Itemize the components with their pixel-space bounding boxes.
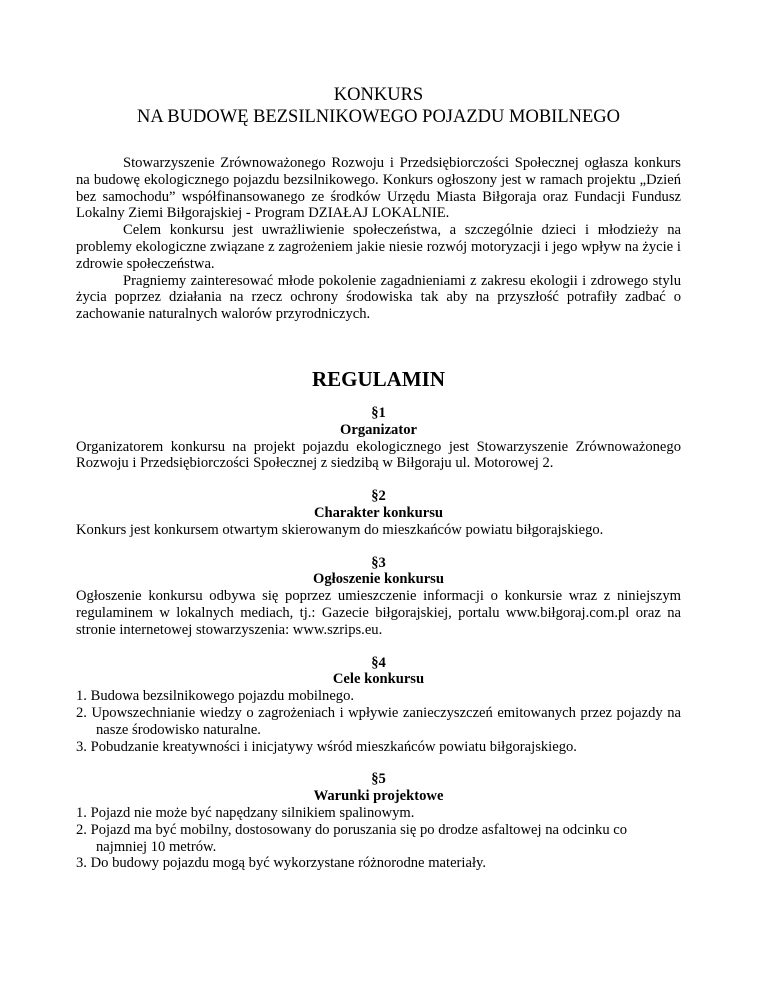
section-3-body: Ogłoszenie konkursu odbywa się poprzez umieszczenie informacji o konkursie wraz z niniejszym regulaminem w lokalnych mediach, tj.: Gazecie biłgorajskiej, portalu www.biłgoraj.com.pl oraz na stronie internetowej stowarzyszenia: www.szrips.eu. (76, 588, 681, 638)
section-4-list (76, 688, 681, 755)
section-3 (76, 555, 681, 639)
list-item: 1. Budowa bezsilnikowego pojazdu mobilnego. (76, 688, 355, 705)
section-5-number: §5 (371, 771, 386, 788)
section-4-heading: Cele konkursu (332, 671, 425, 688)
title-line-1: KONKURS (333, 85, 424, 105)
section-1-body: Organizatorem konkursu na projekt pojazdu ekologicznego jest Stowarzyszenie Zrównoważonego Rozwoju i Przedsiębiorczości Społecznej z siedzibą w Biłgoraju ul. Motorowej 2. (76, 438, 681, 472)
section-2-heading: Charakter konkursu (313, 504, 444, 521)
section-3-heading: Ogłoszenie konkursu (313, 571, 444, 588)
intro-paragraph-1: Stowarzyszenie Zrównoważonego Rozwoju i Przedsiębiorczości Społecznej ogłasza konkurs na budowę ekologicznego pojazdu bezsilnikowego. Konkurs ogłoszony jest w ramach projektu „Dzień bez samochodu” współfinansowanego ze środków Urzędu Miasta Biłgoraja oraz Fundacji Fundusz Lokalny Ziemi Biłgorajskiej - Program DZIAŁAJ LOKALNIE. (76, 155, 681, 222)
section-1 (76, 405, 681, 472)
list-item: 3. Pobudzanie kreatywności i inicjatywy wśród mieszkańców powiatu biłgorajskiego. (76, 738, 577, 755)
document-page (76, 84, 681, 872)
intro-section (76, 155, 681, 323)
intro-paragraph-3: Pragniemy zainteresować młode pokolenie zagadnieniami z zakresu ekologii i zdrowego stylu życia poprzez działania na rzecz ochrony środowiska tak aby na przyszłość potrafiły zadbać o zachowanie naturalnych walorów przyrodniczych. (76, 272, 681, 323)
list-item: 3. Do budowy pojazdu mogą być wykorzystane różnorodne materiały. (76, 855, 486, 872)
section-1-heading: Organizator (339, 421, 417, 438)
list-item: 1. Pojazd nie może być napędzany silnikiem spalinowym. (76, 804, 415, 821)
section-1-number: §1 (371, 404, 386, 421)
section-2-body: Konkurs jest konkursem otwartym skierowanym do mieszkańców powiatu biłgorajskiego. (76, 521, 604, 538)
section-5 (76, 771, 681, 872)
section-5-heading: Warunki projektowe (313, 788, 444, 805)
section-2-number: §2 (371, 488, 386, 505)
regulamin-heading: REGULAMIN (311, 366, 445, 391)
section-3-number: §3 (371, 554, 386, 571)
section-5-list (76, 805, 681, 872)
intro-paragraph-2: Celem konkursu jest uwrażliwienie społeczeństwa, a szczególnie dzieci i młodzieży na problemy ekologiczne związane z zagrożeniem jakie niesie rozwój motoryzacji i jego wpływ na życie i zdrowie społeczeństwa. (76, 222, 681, 272)
document-title (76, 84, 681, 128)
title-line-2: NA BUDOWĘ BEZSILNIKOWEGO POJAZDU MOBILNEGO (136, 107, 620, 127)
section-4 (76, 655, 681, 756)
section-2 (76, 488, 681, 538)
list-item: 2. Upowszechnianie wiedzy o zagrożeniach i wpływie zanieczyszczeń emitowanych przez pojazdy na nasze środowisko naturalne. (76, 704, 681, 738)
list-item: 2. Pojazd ma być mobilny, dostosowany do poruszania się po drodze asfaltowej na odcinku co najmniej 10 metrów. (76, 821, 628, 855)
section-4-number: §4 (371, 654, 386, 671)
